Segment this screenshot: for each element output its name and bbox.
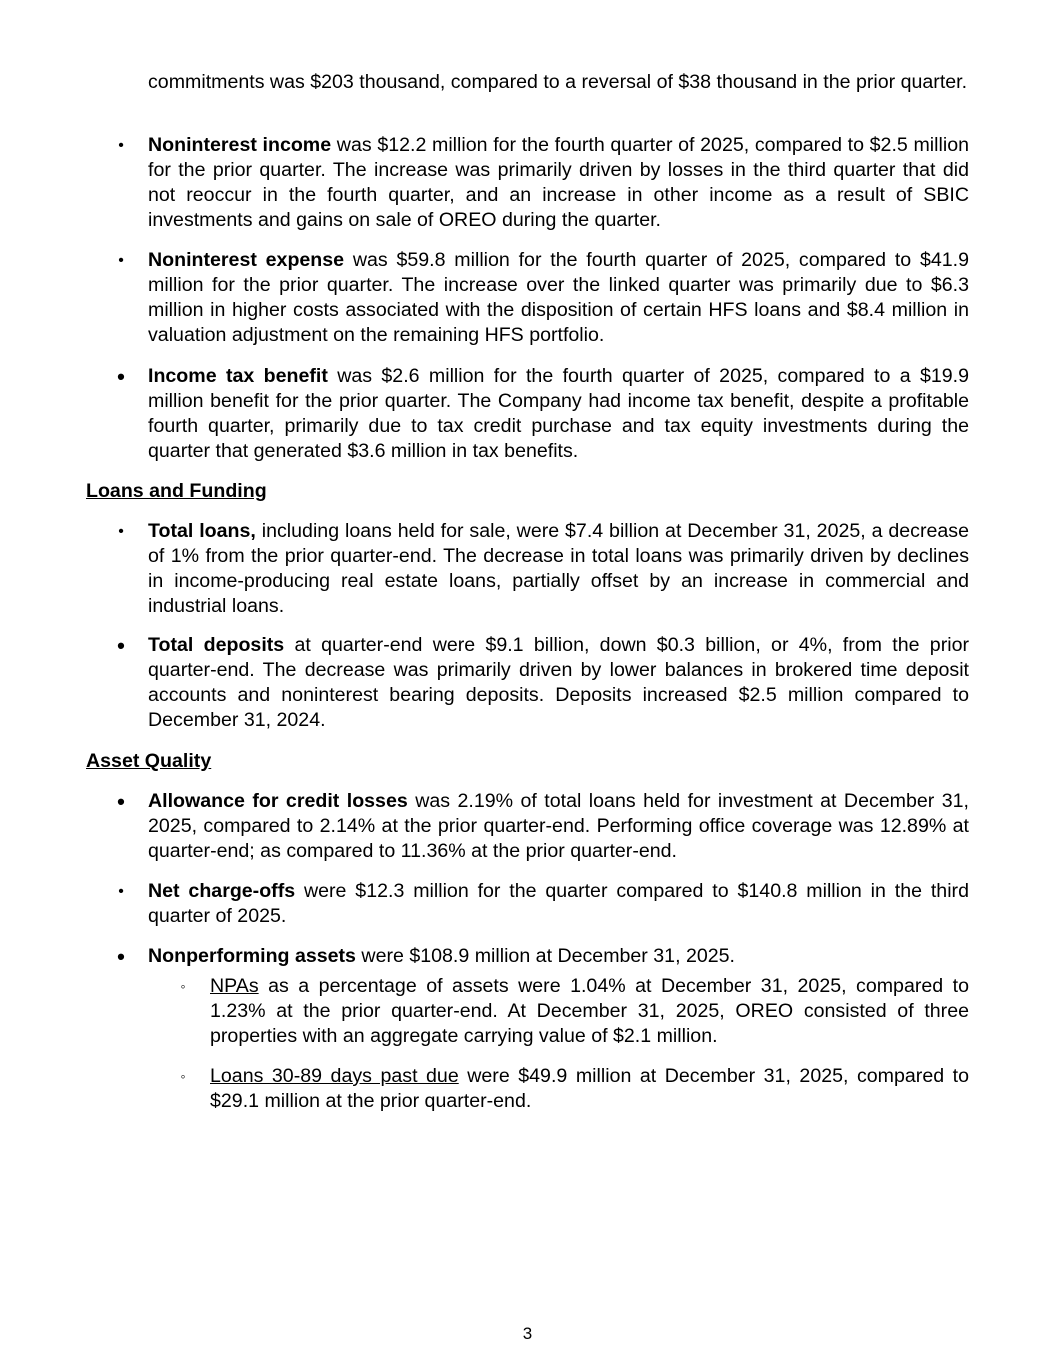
bullet-text: was $12.2 million for the fourth quarter of 2025, compared to $2.5 million for the prior quarter. The increase was primarily driven by losses in the third quarter that did not reoccur in the fourth quarter, and an increase in other income as a result of SBIC investments and gains on sale of OREO during the quarter.	[148, 134, 969, 231]
bullet-text: at quarter-end were $9.1 billion, down $0.3 billion, or 4%, from the prior quarter-end. The decrease was primarily driven by lower balances in brokered time deposit accounts and noninterest bearing deposits. Deposits increased $2.5 million compared to December 31, 2024.	[148, 634, 969, 731]
bullet-text: were $12.3 million for the quarter compared to $140.8 million in the third quarter of 2025.	[148, 880, 969, 927]
bullet-text: was $2.6 million for the fourth quarter of 2025, compared to a $19.9 million benefit for the prior quarter. The Company had income tax benefit, despite a profitable fourth quarter, primarily due to tax credit purchase and tax equity investments during the quarter that generated $3.6 million in tax benefits.	[148, 365, 970, 462]
bullet-noninterest-expense	[118, 248, 969, 348]
bullet-marker: •	[117, 789, 125, 814]
sub-bullet-loans-past-due	[180, 1064, 969, 1114]
bullet-lead: Total deposits	[148, 634, 285, 656]
bullet-marker: •	[117, 364, 125, 389]
bullet-marker: •	[117, 944, 125, 969]
bullet-text: including loans held for sale, were $7.4 billion at December 31, 2025, a decrease of 1% from the prior quarter-end. The decrease in total loans was primarily driven by declines in income-producing real estate loans, partially offset by an increase in commercial and industrial loans.	[148, 520, 969, 617]
bullet-lead: Noninterest income	[148, 134, 332, 156]
intro-fragment: commitments was $203 thousand, compared to a reversal of $38 thousand in the prior quarter.	[148, 71, 968, 93]
sub-bullet-text: as a percentage of assets were 1.04% at December 31, 2025, compared to 1.23% at the prior quarter-end. At December 31, 2025, OREO consisted of three properties with an aggregate carrying value of $2.1 million.	[210, 975, 969, 1047]
bullet-total-deposits	[117, 633, 969, 733]
bullet-lead: Nonperforming assets	[148, 945, 356, 967]
sub-bullet-npas	[180, 974, 969, 1049]
bullet-income-tax-benefit	[117, 364, 970, 464]
bullet-marker: •	[117, 633, 125, 658]
page-number: 3	[522, 1324, 533, 1343]
bullet-text: was 2.19% of total loans held for investment at December 31, 2025, compared to 2.14% at the prior quarter-end. Performing office coverage was 12.89% at quarter-end; as compared to 11.36% at the prior quarter-end.	[148, 790, 969, 862]
bullet-nonperforming-assets	[117, 944, 969, 969]
bullet-lead: Total loans,	[148, 520, 256, 542]
bullet-text: was $59.8 million for the fourth quarter of 2025, compared to $41.9 million for the prior quarter. The increase over the linked quarter was primarily due to $6.3 million in higher costs associated with the disposition of certain HFS loans and $8.4 million in valuation adjustment on the remaining HFS portfolio.	[148, 249, 969, 346]
bullet-marker: •	[118, 252, 124, 269]
bullet-net-charge-offs	[118, 879, 969, 929]
sub-bullet-lead: NPAs	[210, 975, 259, 997]
sub-bullet-marker: ◦	[180, 1068, 186, 1084]
bullet-lead: Noninterest expense	[148, 249, 345, 271]
bullet-total-loans	[118, 519, 969, 619]
section-heading-asset-quality: Asset Quality	[86, 750, 212, 772]
sub-bullet-lead: Loans 30-89 days past due	[210, 1065, 459, 1087]
sub-bullet-text: were $49.9 million at December 31, 2025, compared to $29.1 million at the prior quarter-end.	[210, 1065, 969, 1112]
bullet-marker: •	[118, 137, 124, 154]
bullet-lead: Net charge-offs	[148, 880, 296, 902]
section-heading-loans: Loans and Funding	[86, 480, 267, 502]
bullet-marker: •	[118, 883, 124, 900]
bullet-noninterest-income	[118, 133, 969, 233]
bullet-marker: •	[118, 523, 124, 540]
bullet-allowance-credit-losses	[117, 789, 969, 864]
bullet-lead: Allowance for credit losses	[148, 790, 408, 812]
sub-bullet-marker: ◦	[180, 978, 186, 994]
bullet-text: were $108.9 million at December 31, 2025.	[355, 945, 735, 967]
bullet-lead: Income tax benefit	[148, 365, 328, 387]
